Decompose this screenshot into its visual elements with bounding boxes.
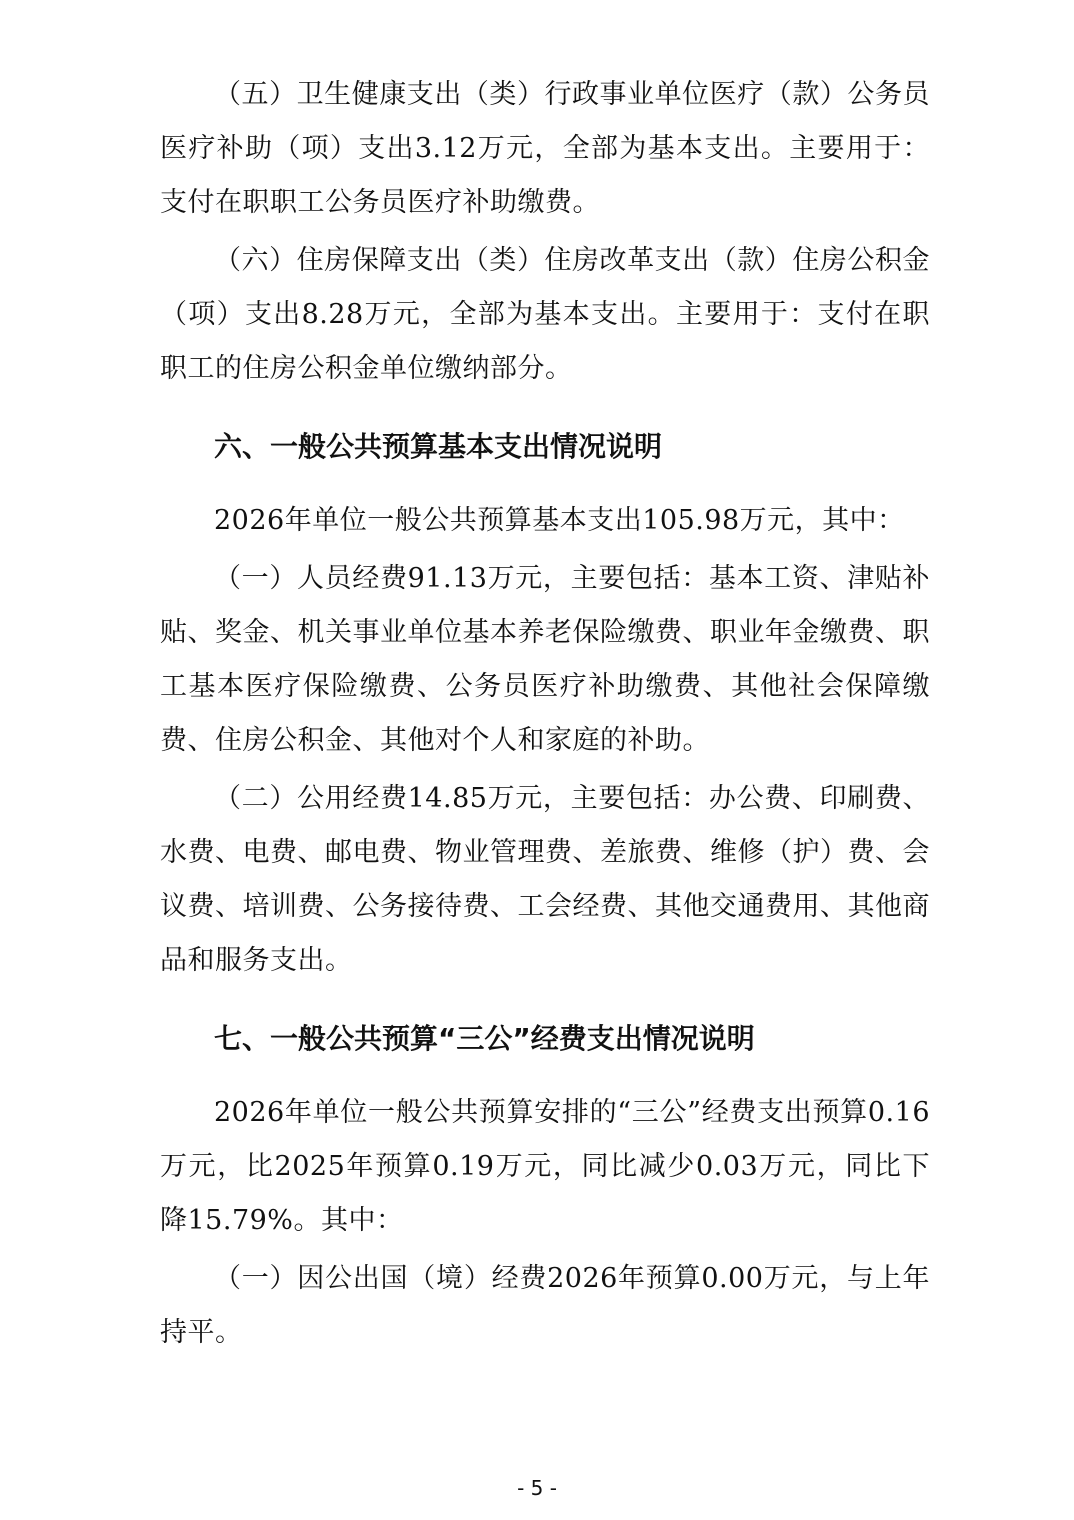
document-body [160, 68, 930, 1360]
paragraph-personnel-expenses: （一）人员经费91.13万元，主要包括：基本工资、津贴补贴、奖金、机关事业单位基本养老保险缴费、职业年金缴费、职工基本医疗保险缴费、公务员医疗补助缴费、其他社会保障缴费、住房公积金、其他对个人和家庭的补助。 [160, 563, 930, 756]
paragraph-housing-expenditure: （六）住房保障支出（类）住房改革支出（款）住房公积金（项）支出8.28万元，全部为基本支出。主要用于：支付在职职工的住房公积金单位缴纳部分。 [160, 245, 930, 384]
paragraph-overseas-travel: （一）因公出国（境）经费2026年预算0.00万元，与上年持平。 [160, 1263, 930, 1348]
paragraph-three-public-total: 2026年单位一般公共预算安排的“三公”经费支出预算0.16万元，比2025年预算0.19万元，同比减少0.03万元，同比下降15.79%。其中： [160, 1097, 930, 1236]
paragraph-public-expenses: （二）公用经费14.85万元，主要包括：办公费、印刷费、水费、电费、邮电费、物业管理费、差旅费、维修（护）费、会议费、培训费、公务接待费、工会经费、其他交通费用、其他商品和服务支出。 [160, 783, 930, 976]
page-number: - 5 - [517, 1476, 557, 1500]
section-heading-three-public-expenses: 七、一般公共预算“三公”经费支出情况说明 [214, 1022, 755, 1055]
paragraph-basic-expenditure-total: 2026年单位一般公共预算基本支出105.98万元，其中： [214, 505, 905, 536]
paragraph-health-expenditure: （五）卫生健康支出（类）行政事业单位医疗（款）公务员医疗补助（项）支出3.12万元，全部为基本支出。主要用于：支付在职职工公务员医疗补助缴费。 [160, 79, 930, 218]
section-heading-basic-expenditure: 六、一般公共预算基本支出情况说明 [214, 430, 663, 463]
